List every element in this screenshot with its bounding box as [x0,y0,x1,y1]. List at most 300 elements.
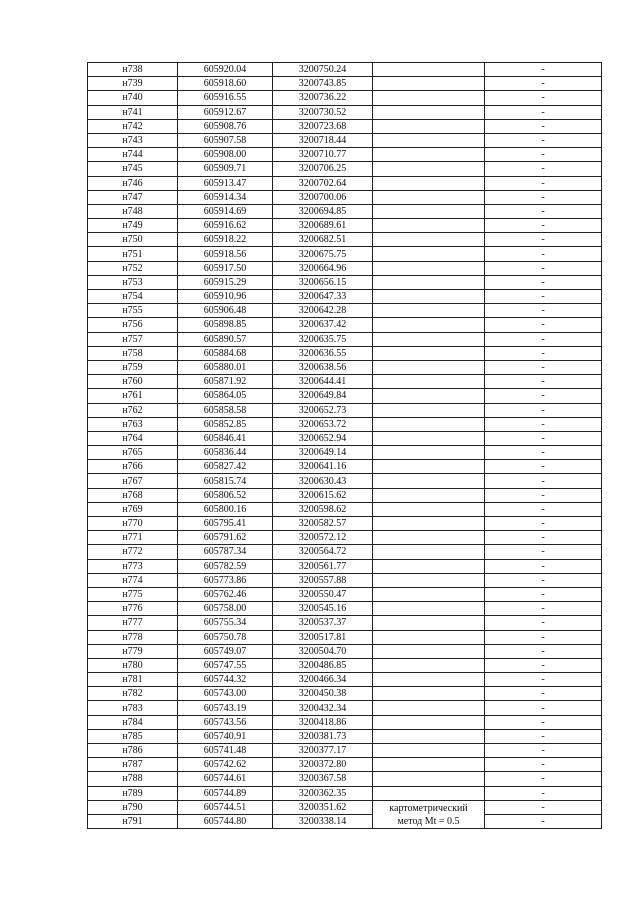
method-empty-cell [373,772,485,786]
x-coordinate-cell: 605846.41 [178,431,273,445]
y-coordinate-cell: 3200652.94 [273,431,373,445]
x-coordinate-cell: 605858.58 [178,403,273,417]
x-coordinate-cell: 605744.61 [178,772,273,786]
dash-cell: - [485,531,602,545]
y-coordinate-cell: 3200362.35 [273,786,373,800]
table-row [88,488,602,502]
table-row [88,758,602,772]
table-row [88,346,602,360]
dash-cell: - [485,772,602,786]
x-coordinate-cell: 605918.56 [178,247,273,261]
dash-cell: - [485,290,602,304]
dash-cell: - [485,346,602,360]
point-id-cell: н776 [88,602,178,616]
y-coordinate-cell: 3200702.64 [273,176,373,190]
point-id-cell: н763 [88,417,178,431]
point-id-cell: н788 [88,772,178,786]
y-coordinate-cell: 3200351.62 [273,800,373,814]
method-empty-cell [373,431,485,445]
y-coordinate-cell: 3200649.14 [273,446,373,460]
x-coordinate-cell: 605744.32 [178,673,273,687]
table-row [88,148,602,162]
x-coordinate-cell: 605916.55 [178,91,273,105]
table-row [88,715,602,729]
point-id-cell: н766 [88,460,178,474]
dash-cell: - [485,119,602,133]
point-id-cell: н761 [88,389,178,403]
method-empty-cell [373,531,485,545]
dash-cell: - [485,630,602,644]
point-id-cell: н780 [88,658,178,672]
x-coordinate-cell: 605913.47 [178,176,273,190]
y-coordinate-cell: 3200637.42 [273,318,373,332]
point-id-cell: н743 [88,133,178,147]
method-empty-cell [373,587,485,601]
table-row [88,403,602,417]
method-empty-cell [373,247,485,261]
point-id-cell: н738 [88,63,178,77]
y-coordinate-cell: 3200750.24 [273,63,373,77]
x-coordinate-cell: 605740.91 [178,729,273,743]
point-id-cell: н774 [88,573,178,587]
point-id-cell: н739 [88,77,178,91]
method-empty-cell [373,602,485,616]
y-coordinate-cell: 3200557.88 [273,573,373,587]
x-coordinate-cell: 605907.58 [178,133,273,147]
point-id-cell: н770 [88,517,178,531]
point-id-cell: н754 [88,290,178,304]
y-coordinate-cell: 3200545.16 [273,602,373,616]
method-empty-cell [373,91,485,105]
y-coordinate-cell: 3200649.84 [273,389,373,403]
table-row [88,91,602,105]
dash-cell: - [485,77,602,91]
x-coordinate-cell: 605744.89 [178,786,273,800]
method-empty-cell [373,105,485,119]
x-coordinate-cell: 605890.57 [178,332,273,346]
x-coordinate-cell: 605898.85 [178,318,273,332]
x-coordinate-cell: 605742.62 [178,758,273,772]
x-coordinate-cell: 605744.51 [178,800,273,814]
dash-cell: - [485,375,602,389]
method-empty-cell [373,673,485,687]
dash-cell: - [485,389,602,403]
y-coordinate-cell: 3200656.15 [273,275,373,289]
method-empty-cell [373,573,485,587]
point-id-cell: н753 [88,275,178,289]
dash-cell: - [485,758,602,772]
dash-cell: - [485,786,602,800]
dash-cell: - [485,133,602,147]
point-id-cell: н745 [88,162,178,176]
point-id-cell: н789 [88,786,178,800]
x-coordinate-cell: 605871.92 [178,375,273,389]
method-empty-cell [373,304,485,318]
method-line-2: метод Mt = 0.5 [397,816,460,828]
point-id-cell: н747 [88,190,178,204]
method-empty-cell [373,729,485,743]
x-coordinate-cell: 605909.71 [178,162,273,176]
point-id-cell: н762 [88,403,178,417]
y-coordinate-cell: 3200582.57 [273,517,373,531]
y-coordinate-cell: 3200689.61 [273,219,373,233]
dash-cell: - [485,417,602,431]
x-coordinate-cell: 605908.76 [178,119,273,133]
x-coordinate-cell: 605914.69 [178,204,273,218]
x-coordinate-cell: 605815.74 [178,474,273,488]
method-empty-cell [373,758,485,772]
point-id-cell: н773 [88,559,178,573]
method-empty-cell [373,474,485,488]
point-id-cell: н750 [88,233,178,247]
dash-cell: - [485,687,602,701]
dash-cell: - [485,602,602,616]
point-id-cell: н742 [88,119,178,133]
dash-cell: - [485,488,602,502]
method-empty-cell [373,318,485,332]
method-empty-cell [373,233,485,247]
method-empty-cell [373,687,485,701]
method-empty-cell [373,63,485,77]
dash-cell: - [485,63,602,77]
dash-cell: - [485,431,602,445]
method-empty-cell [373,417,485,431]
point-id-cell: н752 [88,261,178,275]
dash-cell: - [485,233,602,247]
dash-cell: - [485,219,602,233]
method-empty-cell [373,616,485,630]
y-coordinate-cell: 3200450.38 [273,687,373,701]
x-coordinate-cell: 605917.50 [178,261,273,275]
method-empty-cell [373,346,485,360]
table-row [88,786,602,800]
y-coordinate-cell: 3200743.85 [273,77,373,91]
y-coordinate-cell: 3200381.73 [273,729,373,743]
point-id-cell: н786 [88,744,178,758]
method-empty-cell [373,403,485,417]
table-row [88,474,602,488]
x-coordinate-cell: 605915.29 [178,275,273,289]
point-id-cell: н790 [88,800,178,814]
table-row [88,587,602,601]
x-coordinate-cell: 605773.86 [178,573,273,587]
dash-cell: - [485,814,602,828]
x-coordinate-cell: 605750.78 [178,630,273,644]
table-row [88,318,602,332]
method-empty-cell [373,460,485,474]
point-id-cell: н775 [88,587,178,601]
method-empty-cell [373,630,485,644]
point-id-cell: н746 [88,176,178,190]
method-empty-cell [373,204,485,218]
method-empty-cell [373,219,485,233]
x-coordinate-cell: 605908.00 [178,148,273,162]
point-id-cell: н784 [88,715,178,729]
point-id-cell: н765 [88,446,178,460]
table-row [88,119,602,133]
dash-cell: - [485,162,602,176]
point-id-cell: н751 [88,247,178,261]
table-row [88,332,602,346]
coordinates-table [87,62,602,829]
x-coordinate-cell: 605910.96 [178,290,273,304]
y-coordinate-cell: 3200550.47 [273,587,373,601]
point-id-cell: н778 [88,630,178,644]
y-coordinate-cell: 3200736.22 [273,91,373,105]
x-coordinate-cell: 605741.48 [178,744,273,758]
method-empty-cell [373,488,485,502]
x-coordinate-cell: 605852.85 [178,417,273,431]
method-empty-cell [373,261,485,275]
point-id-cell: н756 [88,318,178,332]
y-coordinate-cell: 3200682.51 [273,233,373,247]
table-row [88,375,602,389]
y-coordinate-cell: 3200377.17 [273,744,373,758]
dash-cell: - [485,644,602,658]
table-row [88,233,602,247]
table-row [88,744,602,758]
y-coordinate-cell: 3200710.77 [273,148,373,162]
dash-cell: - [485,318,602,332]
y-coordinate-cell: 3200706.25 [273,162,373,176]
dash-cell: - [485,587,602,601]
method-empty-cell [373,275,485,289]
x-coordinate-cell: 605827.42 [178,460,273,474]
x-coordinate-cell: 605916.62 [178,219,273,233]
point-id-cell: н741 [88,105,178,119]
x-coordinate-cell: 605758.00 [178,602,273,616]
x-coordinate-cell: 605884.68 [178,346,273,360]
dash-cell: - [485,559,602,573]
y-coordinate-cell: 3200432.34 [273,701,373,715]
x-coordinate-cell: 605918.60 [178,77,273,91]
dash-cell: - [485,701,602,715]
x-coordinate-cell: 605906.48 [178,304,273,318]
table-row [88,531,602,545]
y-coordinate-cell: 3200694.85 [273,204,373,218]
y-coordinate-cell: 3200638.56 [273,360,373,374]
dash-cell: - [485,304,602,318]
y-coordinate-cell: 3200537.37 [273,616,373,630]
x-coordinate-cell: 605743.19 [178,701,273,715]
method-empty-cell [373,701,485,715]
point-id-cell: н764 [88,431,178,445]
table-row [88,658,602,672]
point-id-cell: н791 [88,814,178,828]
table-row [88,701,602,715]
table-row [88,417,602,431]
point-id-cell: н760 [88,375,178,389]
table-row [88,545,602,559]
table-row [88,616,602,630]
table-row [88,460,602,474]
y-coordinate-cell: 3200642.28 [273,304,373,318]
method-empty-cell [373,658,485,672]
coordinates-table-body [88,63,602,829]
table-row [88,261,602,275]
dash-cell: - [485,403,602,417]
method-empty-cell [373,545,485,559]
method-empty-cell [373,644,485,658]
table-row [88,431,602,445]
dash-cell: - [485,616,602,630]
point-id-cell: н749 [88,219,178,233]
x-coordinate-cell: 605787.34 [178,545,273,559]
x-coordinate-cell: 605912.67 [178,105,273,119]
x-coordinate-cell: 605762.46 [178,587,273,601]
table-row [88,772,602,786]
table-row [88,190,602,204]
y-coordinate-cell: 3200418.86 [273,715,373,729]
x-coordinate-cell: 605791.62 [178,531,273,545]
method-empty-cell [373,119,485,133]
x-coordinate-cell: 605743.00 [178,687,273,701]
method-empty-cell [373,715,485,729]
table-row [88,290,602,304]
method-empty-cell [373,176,485,190]
x-coordinate-cell: 605914.34 [178,190,273,204]
method-empty-cell [373,375,485,389]
dash-cell: - [485,729,602,743]
method-cell [373,800,485,828]
table-row [88,304,602,318]
point-id-cell: н767 [88,474,178,488]
y-coordinate-cell: 3200644.41 [273,375,373,389]
y-coordinate-cell: 3200630.43 [273,474,373,488]
y-coordinate-cell: 3200653.72 [273,417,373,431]
point-id-cell: н783 [88,701,178,715]
table-row [88,673,602,687]
table-row [88,446,602,460]
dash-cell: - [485,148,602,162]
dash-cell: - [485,446,602,460]
y-coordinate-cell: 3200647.33 [273,290,373,304]
y-coordinate-cell: 3200664.96 [273,261,373,275]
method-empty-cell [373,290,485,304]
y-coordinate-cell: 3200561.77 [273,559,373,573]
table-row [88,687,602,701]
method-line-1: картометрический [389,803,468,815]
table-row [88,247,602,261]
dash-cell: - [485,658,602,672]
table-row [88,559,602,573]
method-empty-cell [373,786,485,800]
dash-cell: - [485,460,602,474]
method-empty-cell [373,559,485,573]
x-coordinate-cell: 605836.44 [178,446,273,460]
y-coordinate-cell: 3200730.52 [273,105,373,119]
point-id-cell: н759 [88,360,178,374]
method-empty-cell [373,502,485,516]
y-coordinate-cell: 3200636.55 [273,346,373,360]
table-row [88,800,602,814]
y-coordinate-cell: 3200466.34 [273,673,373,687]
point-id-cell: н785 [88,729,178,743]
y-coordinate-cell: 3200338.14 [273,814,373,828]
method-empty-cell [373,77,485,91]
method-empty-cell [373,190,485,204]
table-row [88,360,602,374]
y-coordinate-cell: 3200675.75 [273,247,373,261]
table-row [88,814,602,828]
table-row [88,275,602,289]
table-row [88,77,602,91]
y-coordinate-cell: 3200372.80 [273,758,373,772]
dash-cell: - [485,332,602,346]
table-row [88,630,602,644]
method-empty-cell [373,133,485,147]
method-empty-cell [373,332,485,346]
x-coordinate-cell: 605864.05 [178,389,273,403]
point-id-cell: н757 [88,332,178,346]
y-coordinate-cell: 3200700.06 [273,190,373,204]
y-coordinate-cell: 3200367.58 [273,772,373,786]
point-id-cell: н771 [88,531,178,545]
method-empty-cell [373,389,485,403]
table-row [88,644,602,658]
x-coordinate-cell: 605782.59 [178,559,273,573]
y-coordinate-cell: 3200641.16 [273,460,373,474]
point-id-cell: н740 [88,91,178,105]
point-id-cell: н769 [88,502,178,516]
point-id-cell: н787 [88,758,178,772]
table-row [88,602,602,616]
dash-cell: - [485,800,602,814]
dash-cell: - [485,502,602,516]
x-coordinate-cell: 605918.22 [178,233,273,247]
y-coordinate-cell: 3200723.68 [273,119,373,133]
dash-cell: - [485,715,602,729]
table-row [88,517,602,531]
dash-cell: - [485,275,602,289]
y-coordinate-cell: 3200572.12 [273,531,373,545]
x-coordinate-cell: 605880.01 [178,360,273,374]
dash-cell: - [485,474,602,488]
point-id-cell: н781 [88,673,178,687]
y-coordinate-cell: 3200718.44 [273,133,373,147]
dash-cell: - [485,91,602,105]
x-coordinate-cell: 605795.41 [178,517,273,531]
x-coordinate-cell: 605749.07 [178,644,273,658]
dash-cell: - [485,517,602,531]
method-empty-cell [373,517,485,531]
dash-cell: - [485,261,602,275]
y-coordinate-cell: 3200486.85 [273,658,373,672]
table-row [88,176,602,190]
method-empty-cell [373,360,485,374]
table-row [88,573,602,587]
point-id-cell: н748 [88,204,178,218]
point-id-cell: н744 [88,148,178,162]
y-coordinate-cell: 3200615.62 [273,488,373,502]
dash-cell: - [485,204,602,218]
table-row [88,389,602,403]
table-row [88,63,602,77]
y-coordinate-cell: 3200504.70 [273,644,373,658]
x-coordinate-cell: 605743.56 [178,715,273,729]
y-coordinate-cell: 3200635.75 [273,332,373,346]
dash-cell: - [485,744,602,758]
table-row [88,204,602,218]
method-empty-cell [373,744,485,758]
x-coordinate-cell: 605806.52 [178,488,273,502]
point-id-cell: н777 [88,616,178,630]
dash-cell: - [485,247,602,261]
table-row [88,219,602,233]
point-id-cell: н755 [88,304,178,318]
dash-cell: - [485,673,602,687]
point-id-cell: н772 [88,545,178,559]
